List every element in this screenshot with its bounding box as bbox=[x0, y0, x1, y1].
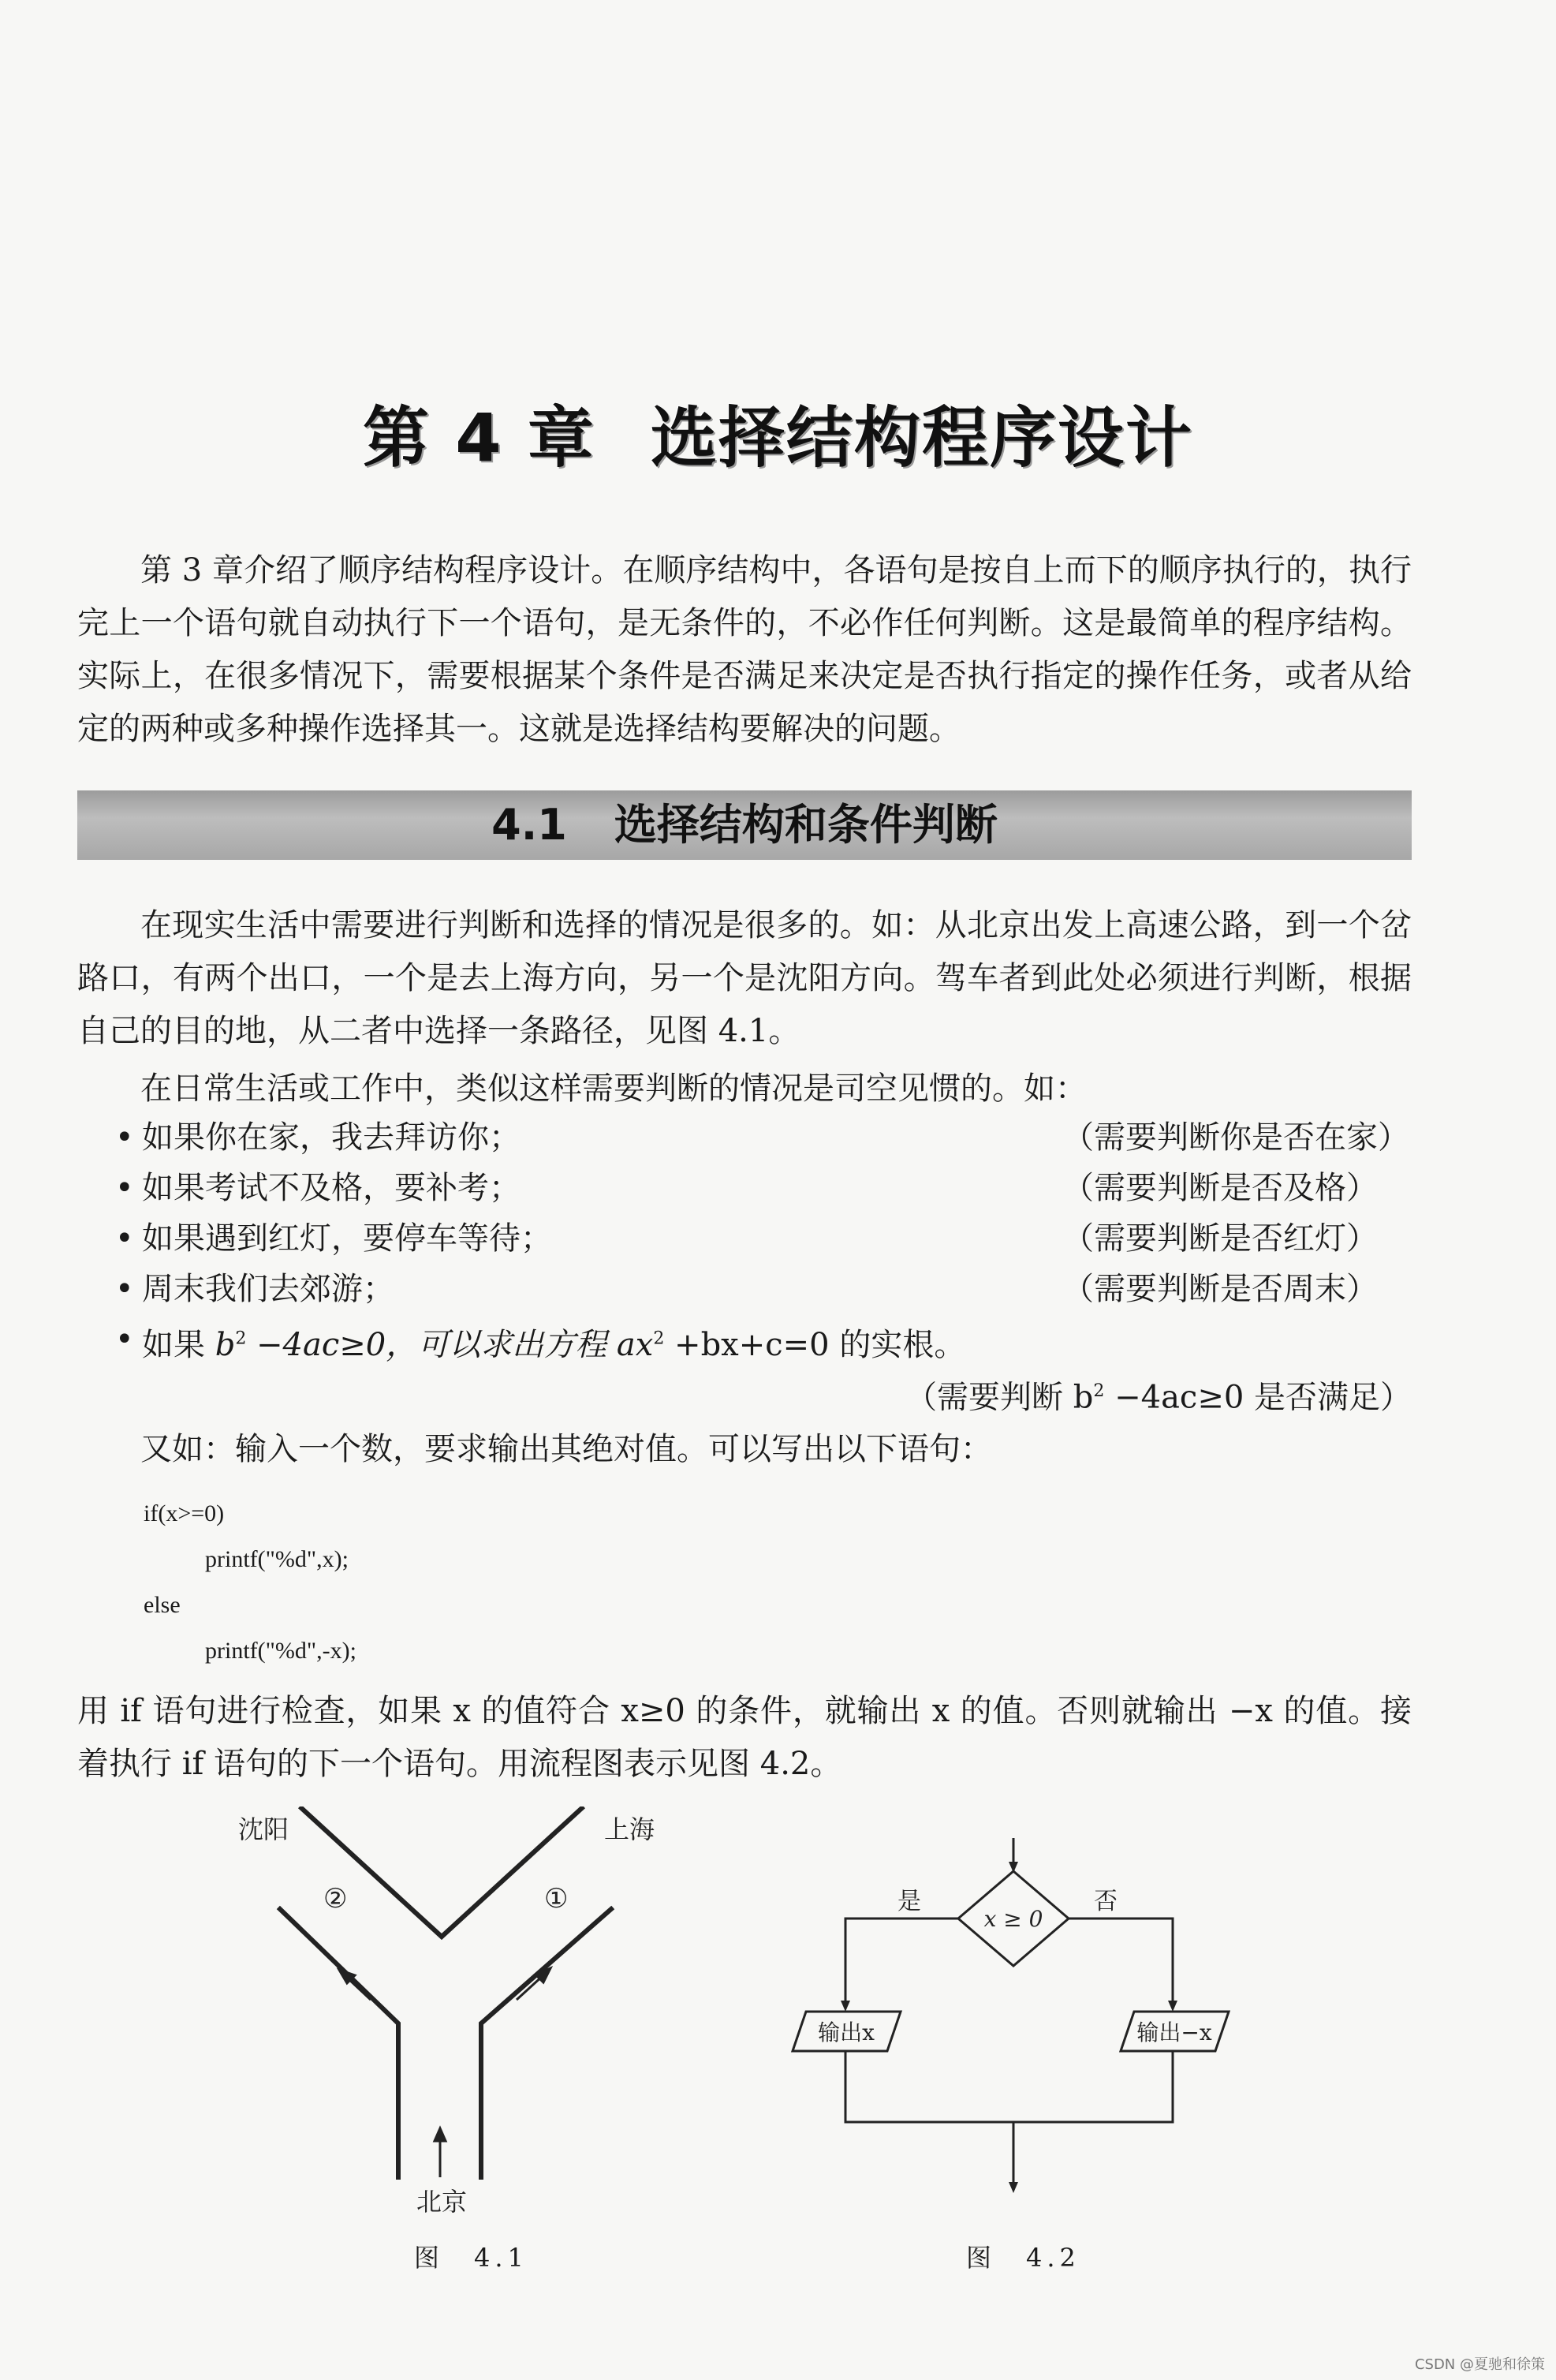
intro-paragraph: 第 3 章介绍了顺序结构程序设计。在顺序结构中，各语句是按自上而下的顺序执行的，执行完上一个语句就自动执行下一个语句，是无条件的，不必作任何判断。这是最简单的程序结构。实际上，在很多情况下，需要根据某个条件是否满足来决定是否执行指定的操作任务，或者从给定的两种或多种操作选择其一。这就是选择结构要解决的问题。 bbox=[77, 552, 1412, 747]
list-item bbox=[115, 1314, 1412, 1370]
flow-no-line bbox=[1069, 1919, 1173, 2005]
bullet-dot: • bbox=[115, 1119, 134, 1156]
flow-yes-line bbox=[845, 1919, 958, 2005]
bullet-text: 如果你在家，我去拜访你； bbox=[142, 1119, 521, 1156]
section-number: 4.1 bbox=[491, 800, 567, 850]
section-header bbox=[77, 790, 1412, 860]
paragraph-1: 在现实生活中需要进行判断和选择的情况是很多的。如：从北京出发上高速公路，到一个岔路口，有两个出口，一个是去上海方向，另一个是沈阳方向。驾车者到此处必须进行判断，根据自己的目的地，从二者中选择一条路径，见图 4.1。 bbox=[77, 907, 1412, 1049]
code-line: printf("%d",x); bbox=[205, 1546, 349, 1572]
road-left-edge bbox=[280, 1909, 398, 2177]
bullet-note: （需要判断你是否在家） bbox=[1062, 1119, 1409, 1156]
paragraph-2: 在日常生活或工作中，类似这样需要判断的情况是司空见惯的。如： bbox=[140, 1070, 1087, 1107]
bullet-dot: • bbox=[115, 1220, 134, 1257]
road-inner-edge bbox=[300, 1806, 584, 1937]
label-shenyang: 沈阳 bbox=[238, 1814, 289, 1844]
code-line: printf("%d",-x); bbox=[205, 1638, 356, 1664]
bullet-dot: • bbox=[115, 1170, 134, 1206]
flow-merge-line bbox=[845, 2051, 1173, 2122]
label-route-1: ① bbox=[544, 1883, 569, 1915]
bullet-dot: • bbox=[115, 1321, 134, 1358]
bullet-text: 如果考试不及格，要补考； bbox=[142, 1170, 521, 1206]
output-left-label: 输出x bbox=[818, 2019, 875, 2046]
list-item bbox=[115, 1163, 1412, 1213]
chapter-title bbox=[0, 385, 1556, 480]
figure-4-1 bbox=[221, 1806, 726, 2225]
road-right-edge bbox=[481, 1909, 611, 2177]
yes-label: 是 bbox=[897, 1888, 921, 1915]
chapter-number: 第 4 章 bbox=[363, 399, 595, 476]
bullet-note: （需要判断是否周末） bbox=[1062, 1271, 1378, 1307]
label-route-2: ② bbox=[323, 1883, 348, 1915]
bullet-dot: • bbox=[115, 1271, 134, 1307]
label-beijing: 北京 bbox=[416, 2187, 468, 2217]
chapter-name: 选择结构程序设计 bbox=[650, 399, 1193, 476]
paragraph-3: 又如：输入一个数，要求输出其绝对值。可以写出以下语句： bbox=[140, 1431, 992, 1467]
list-item bbox=[115, 1213, 1412, 1264]
figure-4-2 bbox=[789, 1838, 1246, 2248]
bullet-note: （需要判断是否红灯） bbox=[1062, 1220, 1378, 1257]
output-right-label: 输出−x bbox=[1136, 2019, 1212, 2046]
code-line: else bbox=[144, 1592, 181, 1618]
list-item bbox=[115, 1112, 1412, 1163]
figure-4-2-caption: 图 4.2 bbox=[966, 2243, 1080, 2273]
watermark: CSDN @夏驰和徐策 bbox=[1414, 2356, 1545, 2373]
decision-label: x ≥ 0 bbox=[983, 1906, 1043, 1932]
bullet-note: （需要判断 $b^2 -4ac\ge 0$ 是否满足） bbox=[905, 1379, 1412, 1416]
bullet-note: （需要判断是否及格） bbox=[1062, 1170, 1378, 1206]
paragraph-4: 用 if 语句进行检查，如果 x 的值符合 x≥0 的条件，就输出 x 的值。否则就输出 −x 的值。接着执行 if 语句的下一个语句。用流程图表示见图 4.2。 bbox=[77, 1693, 1412, 1782]
section-title: 选择结构和条件判断 bbox=[614, 800, 998, 850]
label-shanghai: 上海 bbox=[604, 1814, 655, 1844]
figure-4-1-caption: 图 4.1 bbox=[414, 2243, 528, 2273]
code-line: if(x>=0) bbox=[144, 1500, 225, 1526]
no-label: 否 bbox=[1094, 1888, 1118, 1915]
bullet-text: 如果遇到红灯，要停车等待； bbox=[142, 1220, 552, 1257]
bullet-text: 如果 $b^2 -4ac\ge 0$，可以求出方程 $ax^2 +bx+c=0$ 的实根。 bbox=[142, 1327, 966, 1364]
list-item bbox=[115, 1264, 1412, 1314]
bullet-text: 周末我们去郊游； bbox=[142, 1271, 394, 1307]
